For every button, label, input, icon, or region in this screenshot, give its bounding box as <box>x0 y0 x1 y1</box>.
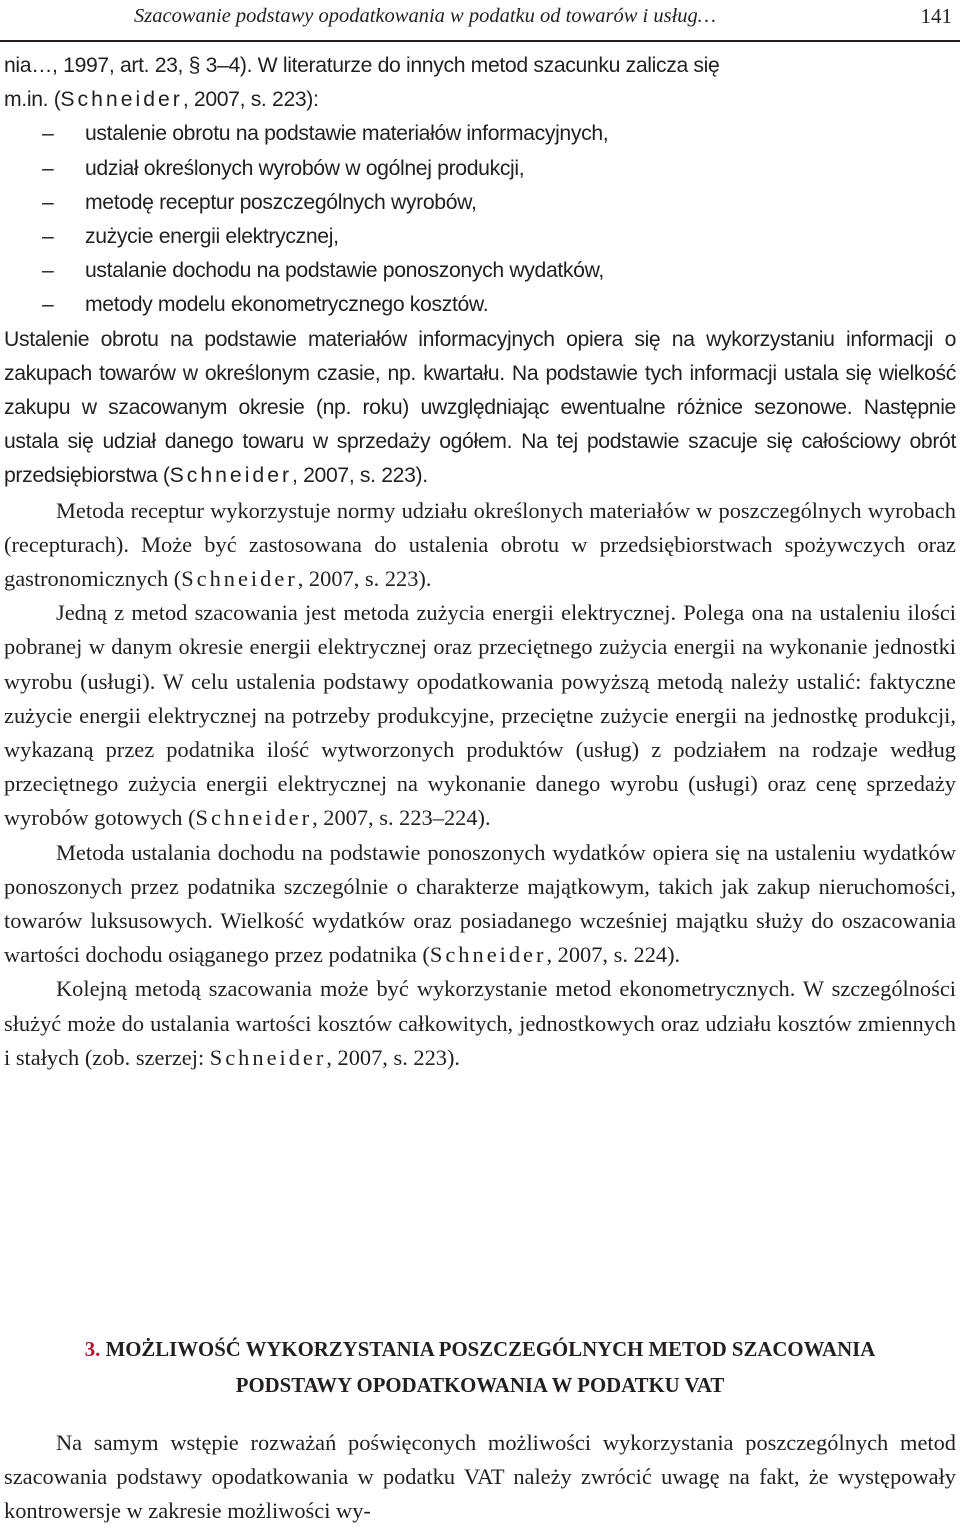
intro-text-2a: m.in. ( <box>4 88 61 112</box>
methods-list <box>4 117 956 322</box>
body-text <box>4 49 956 1075</box>
list-item-text: udział określonych wyrobów w ogólnej produkcji, <box>85 156 525 180</box>
dash-bullet: – <box>42 156 54 180</box>
author-name: Schneider <box>209 1044 327 1070</box>
author-name: Schneider <box>429 942 547 968</box>
paragraph-obrot <box>4 323 956 494</box>
intro-text-2b: , 2007, s. 223): <box>182 88 319 112</box>
intro-text-1: nia…, 1997, art. 23, § 3–4). W literaturze do innych metod szacunku zalicza się <box>4 54 720 77</box>
list-item <box>4 186 956 220</box>
section-heading-line-1 <box>4 1332 956 1368</box>
dash-bullet: – <box>42 293 54 317</box>
closing-text <box>4 1426 956 1529</box>
closing-paragraph: Na samym wstępie rozważań poświęconych możliwości wykorzystania poszczególnych metod szacowania podstawy opodatkowania w podatku VAT należy zwrócić uwagę na fakt, że występowały kontrowersje w zakresie możliwości wy- <box>4 1430 956 1524</box>
header-rule <box>0 40 960 42</box>
section-title-1: MOŻLIWOŚĆ WYKORZYSTANIA POSZCZEGÓLNYCH METOD SZACOWANIA <box>105 1338 876 1361</box>
paragraph-text: Metoda ustalania dochodu na podstawie ponoszonych wydatków opiera się na ustaleniu wydatków ponoszonych przez podatnika szczególnie o charakterze majątkowym, takich jak zakup nieruchomości, towarów luksusowych. Wielkość wydatków oraz posiadanego wcześniej majątku służy do oszacowania wartości dochodu osiąganego przez podatnika ( <box>4 839 956 968</box>
list-item <box>4 117 956 151</box>
dash-bullet: – <box>42 122 54 146</box>
citation-tail: , 2007, s. 223–224). <box>312 805 491 831</box>
author-name: Schneider <box>195 805 313 831</box>
intro-line-2 <box>4 83 956 117</box>
intro-block <box>4 49 956 494</box>
list-item-text: ustalenie obrotu na podstawie materiałów informacyjnych, <box>85 122 609 146</box>
paragraph-receptur <box>4 494 956 597</box>
paragraph-text: Ustalenie obrotu na podstawie materiałów informacyjnych opiera się na wykorzystaniu informacji o zakupach towarów w określonym czasie, np. kwartału. Na podstawie tych informacji ustala się wielkość zakupu w szacowanym okresie (np. roku) uwzględniając ewentualne różnice sezonowe. Następnie ustala się udział danego towaru w sprzedaży ogółem. Na tej podstawie szacuje się całościowy obrót przedsiębiorstwa ( <box>4 327 956 488</box>
section-heading <box>4 1332 956 1404</box>
list-item-text: ustalanie dochodu na podstawie ponoszonych wydatków, <box>85 259 604 283</box>
list-item-text: metodę receptur poszczególnych wyrobów, <box>85 190 477 214</box>
list-item <box>4 152 956 186</box>
paragraph-text: Metoda receptur wykorzystuje normy udziału określonych materiałów w poszczególnych wyrobach (recepturach). Może być zastosowana do ustalenia obrotu w przedsiębiorstwach spożywczych oraz gastronomicznych ( <box>4 497 956 592</box>
paragraph-text: Jedną z metod szacowania jest metoda zużycia energii elektrycznej. Polega ona na ustaleniu ilości pobranej w danym okresie energii elektrycznej oraz przeciętnego zużycia energii na wykonanie jednostki wyrobu (usługi). W celu ustalenia podstawy opodatkowania powyższą metodą należy ustalić: faktyczne zużycie energii elektrycznej na potrzeby produkcyjne, przeciętne zużycie energii na jednostkę produkcji, wykazaną przez podatnika ilość wytworzonych produktów (usług) z podziałem na rodzaje według przeciętnego zużycia energii elektrycznej na wykonanie danego wyrobu (usługi) oraz cenę sprzedaży wyrobów gotowych ( <box>4 600 956 831</box>
intro-line-1 <box>4 49 956 83</box>
list-item <box>4 288 956 322</box>
running-header <box>0 0 960 32</box>
list-item-text: metody modelu ekonometrycznego kosztów. <box>85 293 489 317</box>
author-name: Schneider <box>181 566 298 592</box>
citation-tail: , 2007, s. 223). <box>326 1044 461 1070</box>
author-name: Schneider <box>60 88 183 112</box>
author-name: Schneider <box>169 464 293 488</box>
running-title: Szacowanie podstawy opodatkowania w podatku od towarów i usług… <box>134 5 716 27</box>
dash-bullet: – <box>42 225 54 249</box>
dash-bullet: – <box>42 190 54 214</box>
dash-bullet: – <box>42 259 54 283</box>
citation-tail: , 2007, s. 224). <box>546 942 681 968</box>
section-number: 3. <box>84 1338 101 1361</box>
paragraph-ekonometria <box>4 972 956 1075</box>
list-item <box>4 220 956 254</box>
paragraph-wydatki <box>4 836 956 973</box>
paragraph-text: Kolejną metodą szacowania może być wykorzystanie metod ekonometrycznych. W szczególności służyć może do ustalania wartości kosztów całkowitych, jednostkowych oraz udziału kosztów zmiennych i stałych (zob. szerzej: <box>4 976 956 1070</box>
section-title-2: PODSTAWY OPODATKOWANIA W PODATKU VAT <box>235 1374 725 1397</box>
citation-tail: , 2007, s. 223). <box>292 464 428 488</box>
page-number: 141 <box>920 4 952 28</box>
list-item <box>4 254 956 288</box>
list-item-text: zużycie energii elektrycznej, <box>85 225 339 249</box>
citation-tail: , 2007, s. 223). <box>297 566 432 592</box>
paragraph-energia <box>4 596 956 835</box>
